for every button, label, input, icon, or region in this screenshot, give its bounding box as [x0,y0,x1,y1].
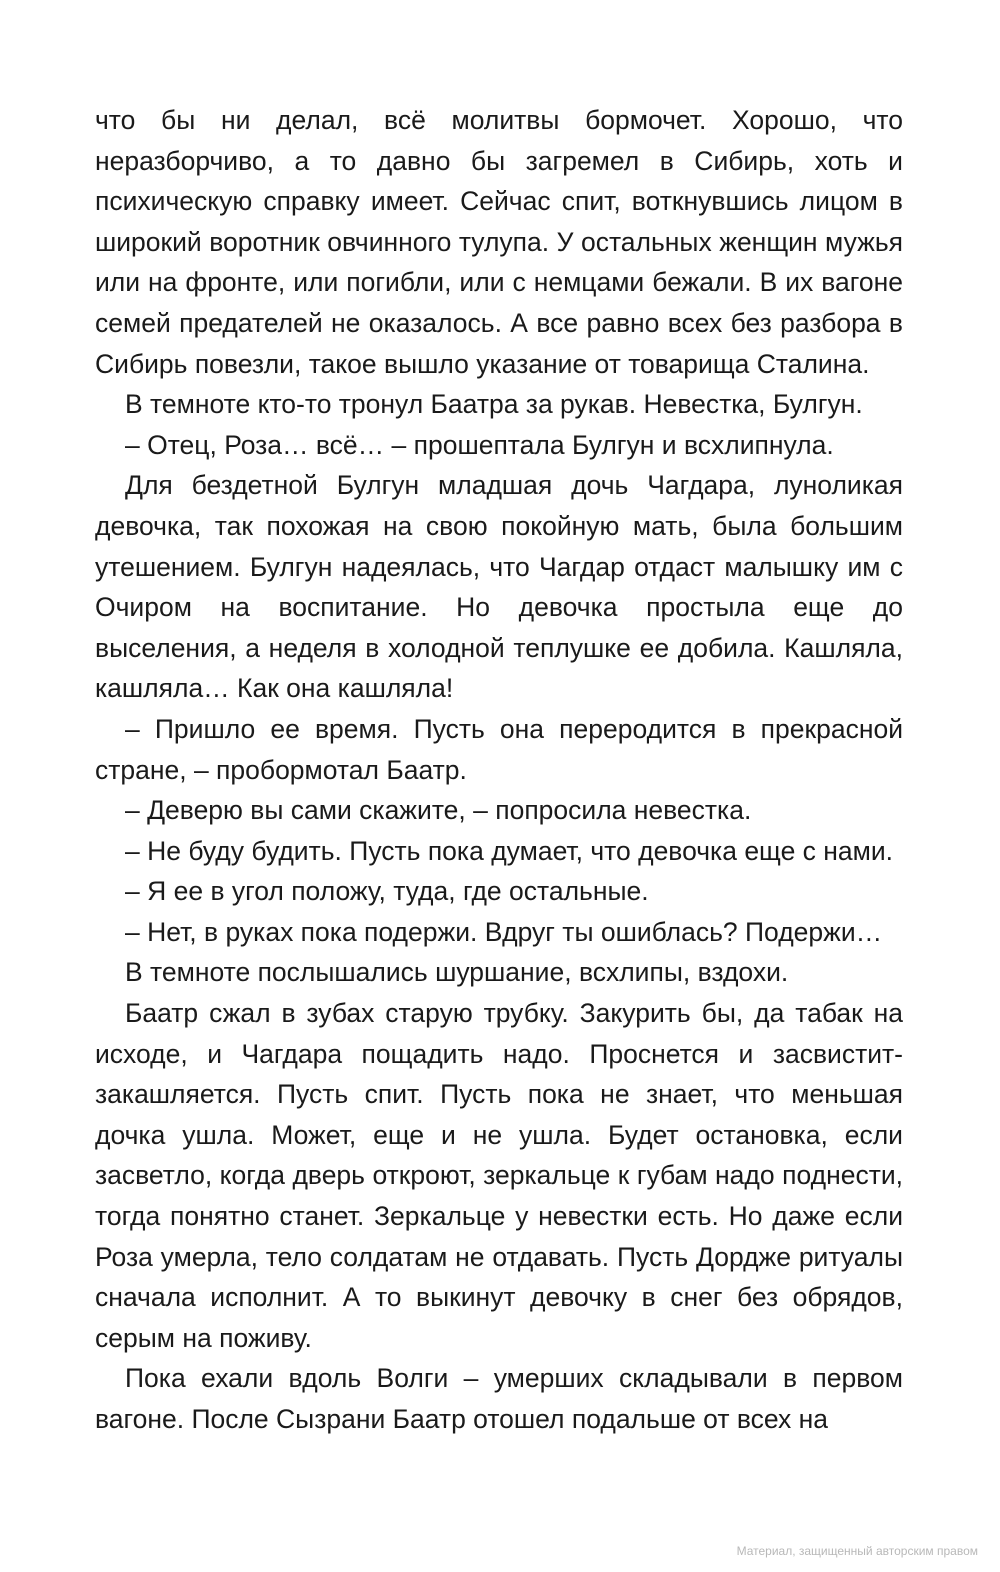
paragraph: Для бездетной Булгун младшая дочь Чагдара, луноликая девочка, так похожая на свою покойную мать, была большим утешением. Булгун надеялась, что Чагдар отдаст малышку им с Очиром на воспитание. Но девочка простыла еще до выселения, а неделя в холодной теплушке ее добила. Кашляла, кашляла… Как она кашляла! [95,470,903,704]
paragraph: В темноте послышались шуршание, всхлипы, вздохи. [125,957,789,988]
paragraph: – Деверю вы сами скажите, – попросила невестка. [125,795,752,826]
paragraph: – Отец, Роза… всё… – прошептала Булгун и всхлипнула. [125,429,834,460]
paragraph: Пока ехали вдоль Волги – умерших складывали в первом вагоне. После Сызрани Баатр отошел подальше от всех на [95,1363,903,1434]
paragraph: – Я ее в угол положу, туда, где остальные. [125,876,649,907]
paragraph: что бы ни делал, всё молитвы бормочет. Хорошо, что неразборчиво, а то давно бы загремел в Сибирь, хоть и психическую справку имеет. Сейчас спит, воткнувшись лицом в широкий воротник овчинного тулупа. У остальных женщин мужья или на фронте, или погибли, или с немцами бежали. В их вагоне семей предателей не оказалось. А все равно всех без разбора в Сибирь повезли, такое вышло указание от товарища Сталина. [95,105,903,379]
paragraph: – Нет, в руках пока подержи. Вдруг ты ошиблась? Подержи… [125,916,883,947]
copyright-watermark: Материал, защищенный авторским правом [736,1544,978,1558]
paragraph: – Не буду будить. Пусть пока думает, что девочка еще с нами. [125,835,894,866]
paragraph: В темноте кто-то тронул Баатра за рукав. Невестка, Булгун. [125,389,863,420]
paragraph: Баатр сжал в зубах старую трубку. Закурить бы, да табак на исходе, и Чагдара пощадить надо. Проснется и засвистит-закашляется. Пусть спит. Пусть пока не знает, что меньшая дочка ушла. Может, еще и не ушла. Будет остановка, если засветло, когда дверь откроют, зеркальце к губам надо поднести, тогда понятно станет. Зеркальце у невестки есть. Но даже если Роза умерла, тело солдатам не отдавать. Пусть Дордже ритуалы сначала исполнит. А то выкинут девочку в снег без обрядов, серым на поживу. [95,998,903,1353]
page-body [95,100,903,1440]
paragraph: – Пришло ее время. Пусть она переродится в прекрасной стране, – пробормотал Баатр. [95,713,903,785]
